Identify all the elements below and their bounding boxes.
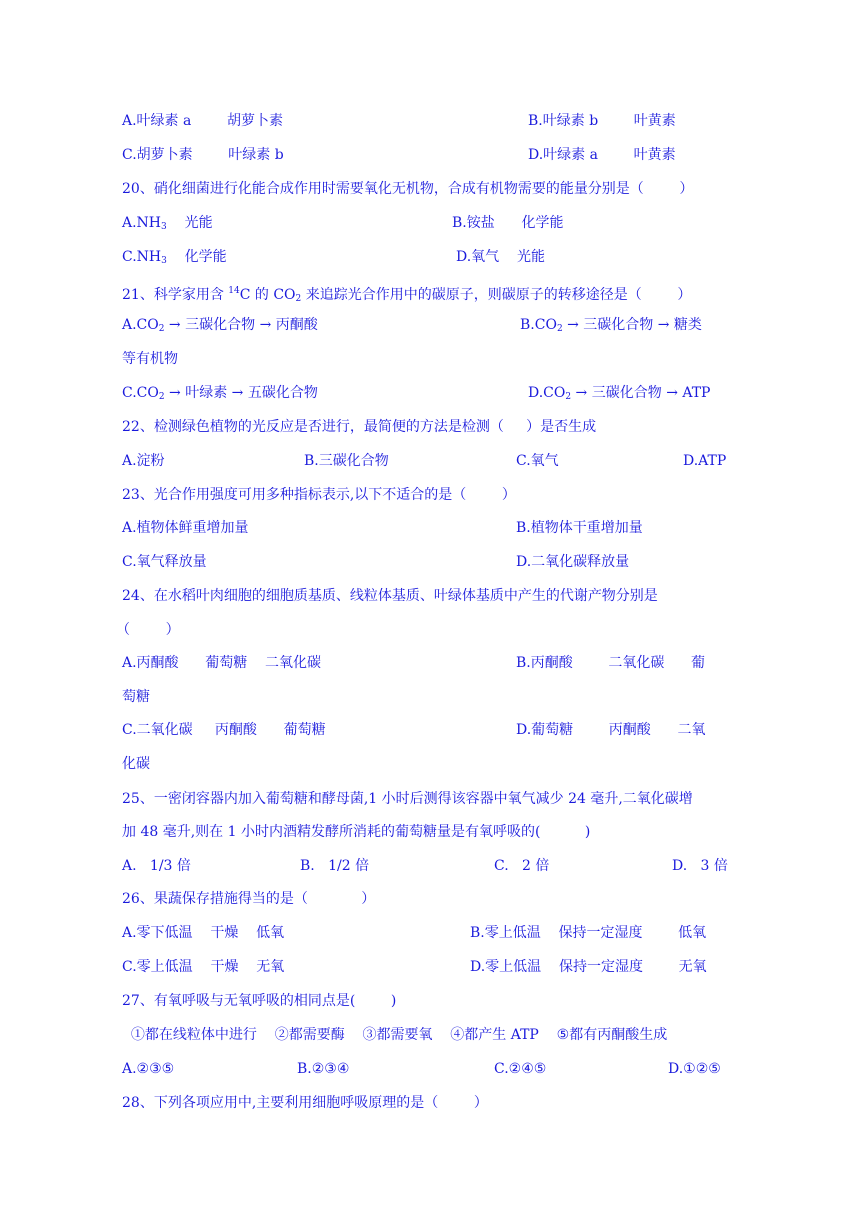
q21-option-b: $B.CO_2$ → 三碳化合物 → 糖类 [520,317,702,334]
q24-option-b-wrap: 萄糖 [122,689,150,705]
q27-option-a: A.②③⑤ [122,1061,175,1077]
q20-stem: 20、硝化细菌进行化能合成作用时需要氧化无机物，合成有机物需要的能量分别是（ ） [122,181,694,197]
q20-option-b: B.铵盐 化学能 [452,215,564,231]
q22-option-b: B.三碳化合物 [304,453,389,469]
q19-option-d: D.叶绿素 a 叶黄素 [528,147,676,163]
q20-option-a: $A.NH_3$ 光能 [122,215,213,232]
q22-option-d: D.ATP [683,453,727,469]
q24-option-d-wrap: 化碳 [122,756,150,772]
q21-option-b-wrap: 等有机物 [122,351,178,367]
q24-paren: （ ） [116,622,180,638]
q21-option-c: $C.CO_2$ → 叶绿素 → 五碳化合物 [122,385,318,402]
q25-stem-line1: 25、一密闭容器内加入葡萄糖和酵母菌,1 小时后测得该容器中氧气减少 24 毫升,二氧化碳增 [122,791,693,807]
q24-option-d: D.葡萄糖 丙酮酸 二氧 [516,722,706,738]
q27-option-d: D.①②⑤ [668,1061,721,1077]
q26-stem: 26、果蔬保存措施得当的是（ ） [122,891,376,907]
q25-option-d: D. 3 倍 [672,858,728,874]
q22-option-c: C.氧气 [516,453,559,469]
q20-option-d: D.氧气 光能 [456,249,545,265]
q24-option-b: B.丙酮酸 二氧化碳 葡 [516,655,706,671]
q24-option-a: A.丙酮酸 葡萄糖 二氧化碳 [122,655,322,671]
q23-option-d: D.二氧化碳释放量 [516,554,630,570]
q28-stem: 28、下列各项应用中,主要利用细胞呼吸原理的是（ ） [122,1095,488,1111]
q20-option-c: $C.NH_3$ 化学能 [122,249,227,266]
q25-option-b: B. 1/2 倍 [300,858,370,874]
q24-stem: 24、在水稻叶肉细胞的细胞质基质、线粒体基质、叶绿体基质中产生的代谢产物分别是 [122,588,658,604]
q19-option-b: B.叶绿素 b 叶黄素 [528,113,676,129]
q26-option-d: D.零上低温 保持一定湿度 无氧 [470,959,707,975]
q25-option-a: A. 1/3 倍 [122,858,191,874]
q25-option-c: C. 2 倍 [494,858,550,874]
q26-option-b: B.零上低温 保持一定湿度 低氧 [470,925,707,941]
q19-option-c: C.胡萝卜素 叶绿素 b [122,147,284,163]
q26-option-a: A.零下低温 干燥 低氧 [122,925,285,941]
q27-stem: 27、有氧呼吸与无氧呼吸的相同点是( ) [122,993,397,1009]
q22-stem: 22、检测绿色植物的光反应是否进行，最简便的方法是检测（ ）是否生成 [122,419,597,435]
q26-option-c: C.零上低温 干燥 无氧 [122,959,285,975]
q25-stem-line2: 加 48 毫升,则在 1 小时内酒精发酵所消耗的葡萄糖量是有氧呼吸的( ) [122,824,591,840]
q21-option-d: $D.CO_2$ → 三碳化合物 → ATP [528,385,711,402]
q27-statements: ①都在线粒体中进行 ②都需要酶 ③都需要氧 ④都产生 ATP ⑤都有丙酮酸生成 [122,1027,668,1043]
q22-option-a: A.淀粉 [122,453,165,469]
q21-option-a: $A.CO_2$ → 三碳化合物 → 丙酮酸 [122,317,318,334]
q23-option-c: C.氧气释放量 [122,554,207,570]
q27-option-b: B.②③④ [297,1061,350,1077]
q24-option-c: C.二氧化碳 丙酮酸 葡萄糖 [122,722,326,738]
q21-stem: 21、科学家用含 $^{14}$C 的 $CO_2$ 来追踪光合作用中的碳原子，则碳原子的转移途径是（ ） [122,286,692,304]
q23-option-a: A.植物体鲜重增加量 [122,520,249,536]
q23-stem: 23、光合作用强度可用多种指标表示,以下不适合的是（ ） [122,487,516,503]
q27-option-c: C.②④⑤ [494,1061,547,1077]
q23-option-b: B.植物体干重增加量 [516,520,643,536]
q19-option-a: A.叶绿素 a 胡萝卜素 [122,113,283,129]
